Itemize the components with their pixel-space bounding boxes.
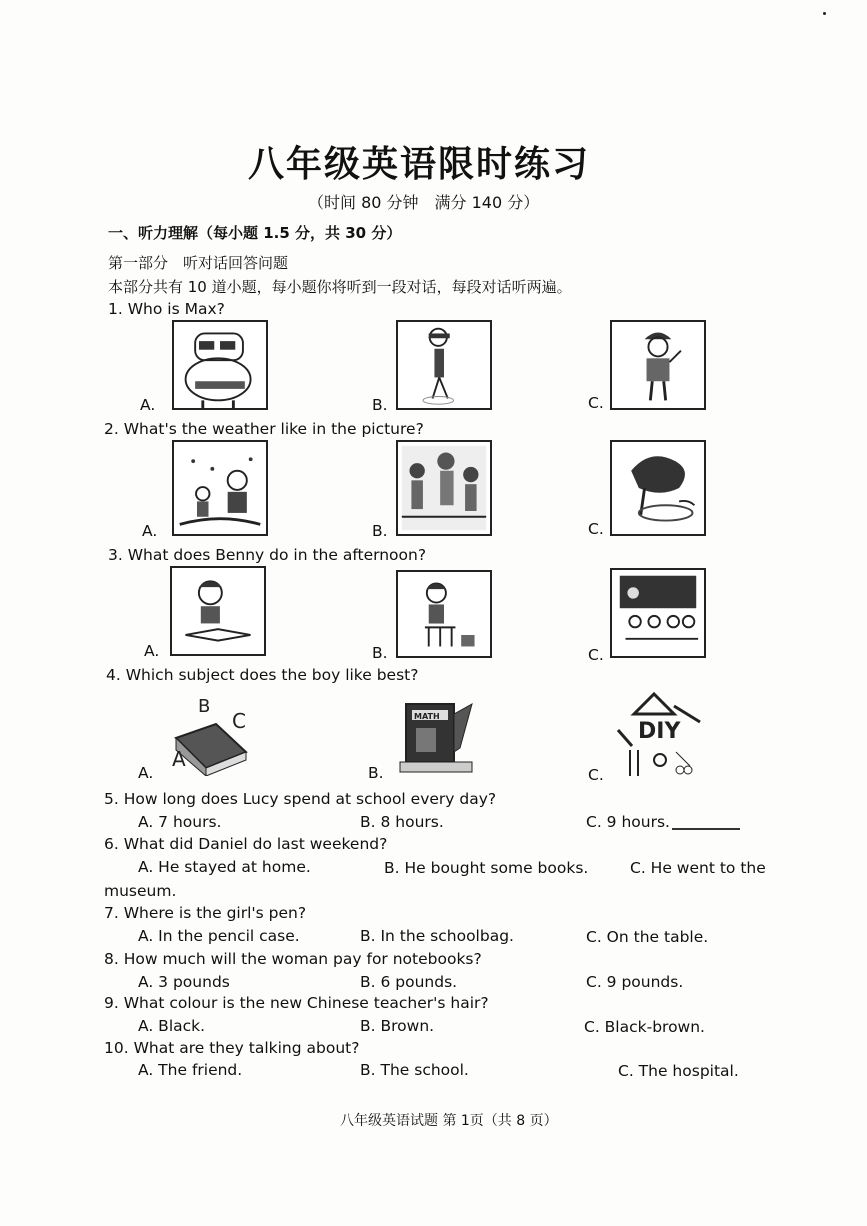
q3-option-b-label[interactable]: B. — [372, 644, 388, 662]
q3-option-a-label[interactable]: A. — [144, 642, 160, 660]
q2-option-a-picture[interactable] — [172, 440, 268, 536]
page-subtitle: （时间 80 分钟 满分 140 分） — [308, 193, 540, 212]
q8-option-b[interactable]: B. 6 pounds. — [360, 973, 458, 991]
q3-option-a-picture[interactable] — [170, 566, 266, 656]
q5-option-a[interactable]: A. 7 hours. — [138, 813, 222, 831]
math-label: MATH — [414, 712, 440, 721]
q6-option-a[interactable]: A. He stayed at home. — [138, 858, 311, 876]
q3-option-c-picture[interactable] — [610, 568, 706, 658]
diy-label: DIY — [638, 719, 681, 744]
q4-option-c-label[interactable]: C. — [588, 766, 604, 784]
q2-option-c-picture[interactable] — [610, 440, 706, 536]
part-instruction: 本部分共有 10 道小题，每小题你将听到一段对话，每段对话听两遍。 — [108, 278, 572, 296]
scan-speck — [823, 12, 826, 15]
q8-option-c[interactable]: C. 9 pounds. — [586, 973, 684, 991]
page-title: 八年级英语限时练习 — [248, 143, 591, 185]
question-10: 10. What are they talking about? — [104, 1039, 360, 1057]
question-5: 5. How long does Lucy spend at school every day? — [104, 790, 497, 808]
question-4: 4. Which subject does the boy like best? — [106, 666, 419, 684]
q4-option-b-picture[interactable] — [398, 700, 476, 776]
classroom-icon — [612, 570, 704, 656]
question-8: 8. How much will the woman pay for notebooks? — [104, 950, 482, 968]
q8-option-a[interactable]: A. 3 pounds — [138, 973, 230, 991]
page-footer: 八年级英语试题 第 1页（共 8 页） — [340, 1113, 558, 1129]
q10-option-c[interactable]: C. The hospital. — [618, 1062, 739, 1080]
q7-option-b[interactable]: B. In the schoolbag. — [360, 927, 514, 945]
section-heading: 一、听力理解（每小题 1.5 分，共 30 分） — [108, 224, 402, 242]
question-7: 7. Where is the girl's pen? — [104, 904, 307, 922]
book-letter-b: B — [198, 696, 211, 717]
q3-option-b-picture[interactable] — [396, 570, 492, 658]
question-2: 2. What's the weather like in the picture? — [104, 420, 424, 438]
q6-option-b[interactable]: B. He bought some books. — [384, 859, 589, 877]
question-1: 1. Who is Max? — [108, 300, 225, 318]
q4-option-a-picture[interactable] — [168, 694, 252, 776]
q7-option-a[interactable]: A. In the pencil case. — [138, 927, 300, 945]
q9-option-a[interactable]: A. Black. — [138, 1017, 206, 1035]
abc-book-icon — [168, 694, 252, 776]
stray-ink-mark — [672, 828, 740, 830]
q10-option-a[interactable]: A. The friend. — [138, 1061, 243, 1079]
q1-option-b-label[interactable]: B. — [372, 396, 388, 414]
q9-option-c[interactable]: C. Black-brown. — [584, 1018, 705, 1036]
q1-option-a-label[interactable]: A. — [140, 396, 156, 414]
children-in-snow-icon — [174, 442, 266, 534]
question-9: 9. What colour is the new Chinese teacher's hair? — [104, 994, 489, 1012]
question-3: 3. What does Benny do in the afternoon? — [108, 546, 427, 564]
q6-option-c[interactable]: C. He went to the — [630, 859, 766, 877]
q7-option-c[interactable]: C. On the table. — [586, 928, 709, 946]
q2-option-b-picture[interactable] — [396, 440, 492, 536]
thin-boy-icon — [398, 322, 490, 408]
q3-option-c-label[interactable]: C. — [588, 646, 604, 664]
q5-option-c[interactable]: C. 9 hours. — [586, 813, 670, 831]
q2-option-b-label[interactable]: B. — [372, 522, 388, 540]
q5-option-b[interactable]: B. 8 hours. — [360, 813, 444, 831]
boy-drawing-icon — [398, 572, 490, 656]
q10-option-b[interactable]: B. The school. — [360, 1061, 469, 1079]
q9-option-b[interactable]: B. Brown. — [360, 1017, 435, 1035]
book-letter-c: C — [232, 709, 246, 733]
q2-option-a-label[interactable]: A. — [142, 522, 158, 540]
q4-option-a-label[interactable]: A. — [138, 764, 154, 782]
q6-option-c-continuation: museum. — [104, 882, 177, 900]
q4-option-c-picture[interactable] — [614, 690, 706, 780]
q1-option-a-picture[interactable] — [172, 320, 268, 410]
q1-option-b-picture[interactable] — [396, 320, 492, 410]
question-6: 6. What did Daniel do last weekend? — [104, 835, 388, 853]
boy-with-cap-icon — [612, 322, 704, 408]
q1-option-c-picture[interactable] — [610, 320, 706, 410]
rainy-crowd-icon — [398, 442, 490, 534]
q1-option-c-label[interactable]: C. — [588, 394, 604, 412]
diy-tools-icon — [614, 690, 706, 780]
fat-boy-icon — [174, 322, 266, 408]
math-book-icon — [398, 700, 476, 776]
boy-reading-icon — [172, 568, 264, 654]
q4-option-b-label[interactable]: B. — [368, 764, 384, 782]
book-letter-a: A — [172, 747, 186, 771]
q2-option-c-label[interactable]: C. — [588, 520, 604, 538]
windy-tree-icon — [612, 442, 704, 534]
part-title: 第一部分 听对话回答问题 — [108, 254, 289, 272]
